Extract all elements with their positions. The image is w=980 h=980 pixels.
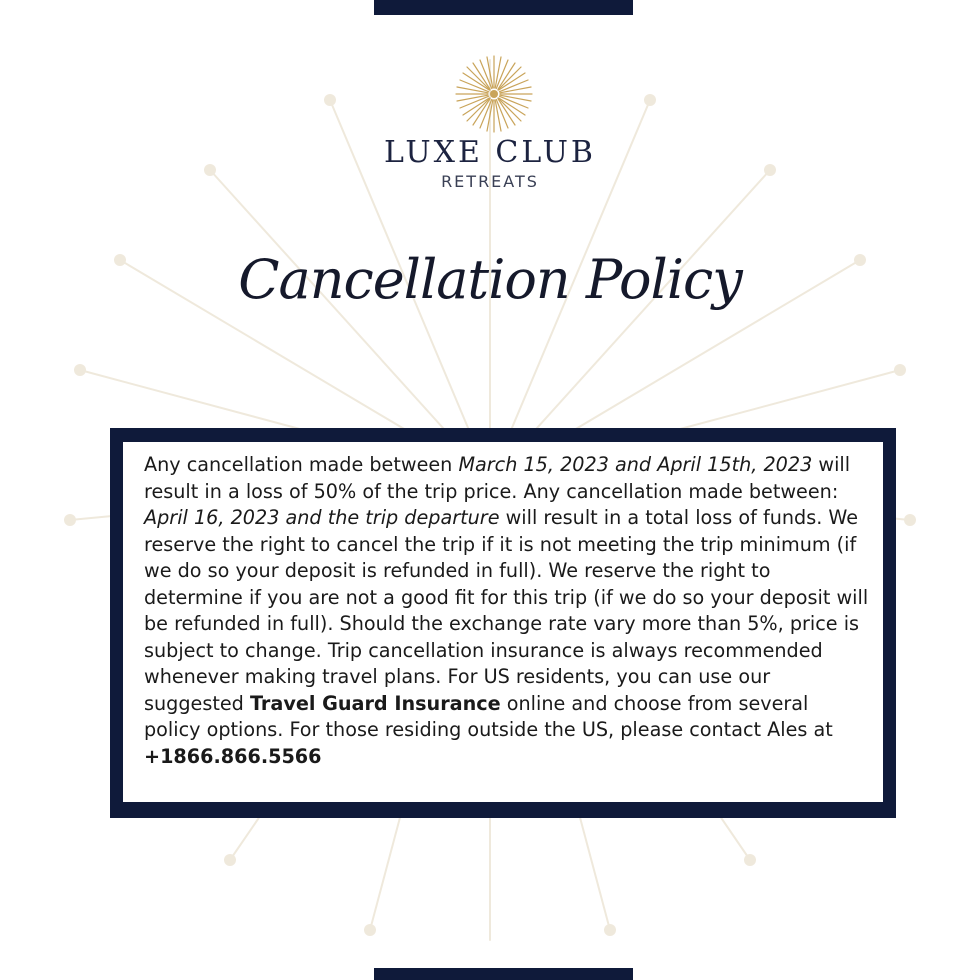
sunburst-logo-icon <box>452 52 536 136</box>
contact-phone-number[interactable]: +1866.866.5566 <box>144 744 322 768</box>
policy-text-part-3: will result in a total loss of funds. We reserve the right to cancel the trip if it is not meeting the trip minimum (if we do so your deposit is refunded in full). We reserve the right to determine if you are not a good fit for this trip (if we do so your deposit will be refunded in full). Should the exchange rate vary more than 5%, price is subject to change. Trip cancellation insurance is always recommended whenever making travel plans. For US residents, you can use our suggested <box>144 506 869 715</box>
brand-name: LUXE CLUB <box>384 135 596 170</box>
policy-text-part-2: will result in a loss of 50% of the trip price. Any cancellation made between: <box>144 453 851 503</box>
policy-text <box>144 452 869 770</box>
policy-text-part-1: Any cancellation made between <box>144 453 459 476</box>
policy-text-part-4: online and choose from several policy options. For those residing outside the US, please contact Ales at <box>144 691 833 741</box>
policy-box-inner <box>123 442 883 802</box>
bottom-accent-bar <box>374 968 633 980</box>
page-title: Cancellation Policy <box>238 248 742 311</box>
policy-date-range-1: March 15, 2023 and April 15th, 2023 <box>458 453 813 476</box>
travel-guard-insurance-link[interactable]: Travel Guard Insurance <box>249 691 501 715</box>
policy-box <box>110 428 896 818</box>
brand-subtitle: RETREATS <box>441 172 539 191</box>
policy-date-range-2: April 16, 2023 and the trip departure <box>144 506 500 529</box>
